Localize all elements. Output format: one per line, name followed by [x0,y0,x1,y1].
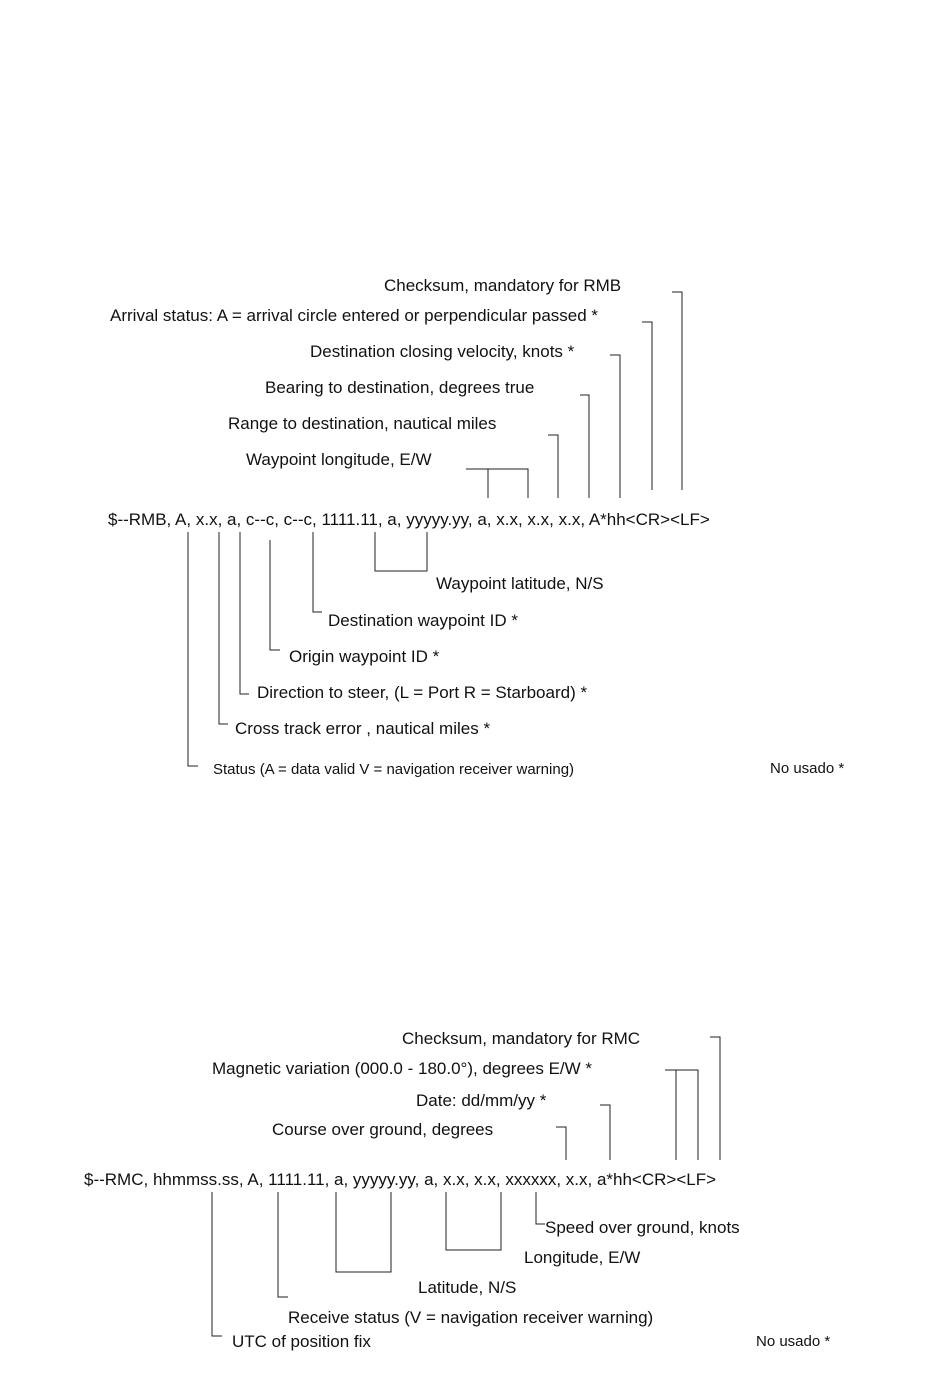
rmb-bearing-connector [580,395,589,498]
rmb-origin-id-label: Origin waypoint ID * [289,647,440,666]
rmb-status-connector [188,532,198,766]
rmb-direction-label: Direction to steer, (L = Port R = Starboard) * [257,683,588,702]
rmb-destination-id-label: Destination waypoint ID * [328,611,518,630]
rmb-closing-velocity-label: Destination closing velocity, knots * [310,342,575,361]
rmb-cross-track-label: Cross track error , nautical miles * [235,719,491,738]
rmc-utc-label: UTC of position fix [232,1332,371,1351]
rmb-waypoint-latitude-label: Waypoint latitude, N/S [436,574,604,593]
rmc-receive-connector [278,1192,288,1297]
rmb-origin-connector [270,540,280,650]
rmc-magnetic-variation-label: Magnetic variation (000.0 - 180.0°), degrees E/W * [212,1059,593,1078]
rmc-sentence-format: $--RMC, hhmmss.ss, A, 1111.11, a, yyyyy.yy, a, x.x, x.x, xxxxxx, x.x, a*hh<CR><LF> [84,1170,717,1189]
rmc-magvar-connector [665,1070,698,1160]
rmc-speed-label: Speed over ground, knots [545,1218,740,1237]
rmb-longitude-connector [466,469,528,498]
rmc-latitude-connector [336,1192,391,1272]
rmc-longitude-label: Longitude, E/W [524,1248,641,1267]
rmb-no-usado-note: No usado * [770,760,845,777]
rmb-bearing-label: Bearing to destination, degrees true [265,378,535,397]
rmb-sentence-format: $--RMB, A, x.x, a, c--c, c--c, 1111.11, a, yyyyy.yy, a, x.x, x.x, x.x, A*hh<CR><LF> [108,510,710,529]
rmb-status-label: Status (A = data valid V = navigation receiver warning) [213,761,575,778]
rmb-range-label: Range to destination, nautical miles [228,414,497,433]
rmb-checksum-connector [672,292,682,490]
rmc-no-usado-note: No usado * [756,1333,831,1350]
rmc-date-label: Date: dd/mm/yy * [416,1091,547,1110]
rmb-arrival-connector [642,322,652,490]
rmb-arrival-status-label: Arrival status: A = arrival circle entered or perpendicular passed * [110,306,599,325]
rmc-course-label: Course over ground, degrees [272,1120,494,1139]
rmc-date-connector [600,1105,610,1160]
rmb-destination-connector [313,532,322,612]
rmc-longitude-connector [446,1192,501,1250]
rmb-checksum-label: Checksum, mandatory for RMB [384,276,622,295]
rmc-speed-connector [536,1192,545,1224]
rmc-upper-connectors [556,1037,720,1160]
rmb-range-connector [548,435,558,498]
rmc-utc-connector [212,1192,222,1336]
rmb-xte-connector [219,532,228,724]
rmc-latitude-label: Latitude, N/S [418,1278,517,1297]
rmb-latitude-connector [375,532,427,571]
rmb-velocity-connector [610,355,620,498]
rmc-checksum-connector [710,1037,720,1160]
rmc-course-connector [556,1127,566,1160]
rmc-checksum-label: Checksum, mandatory for RMC [402,1029,641,1048]
rmc-receive-status-label: Receive status (V = navigation receiver warning) [288,1308,654,1327]
rmb-waypoint-longitude-label: Waypoint longitude, E/W [246,450,432,469]
rmb-steer-connector [240,532,249,694]
